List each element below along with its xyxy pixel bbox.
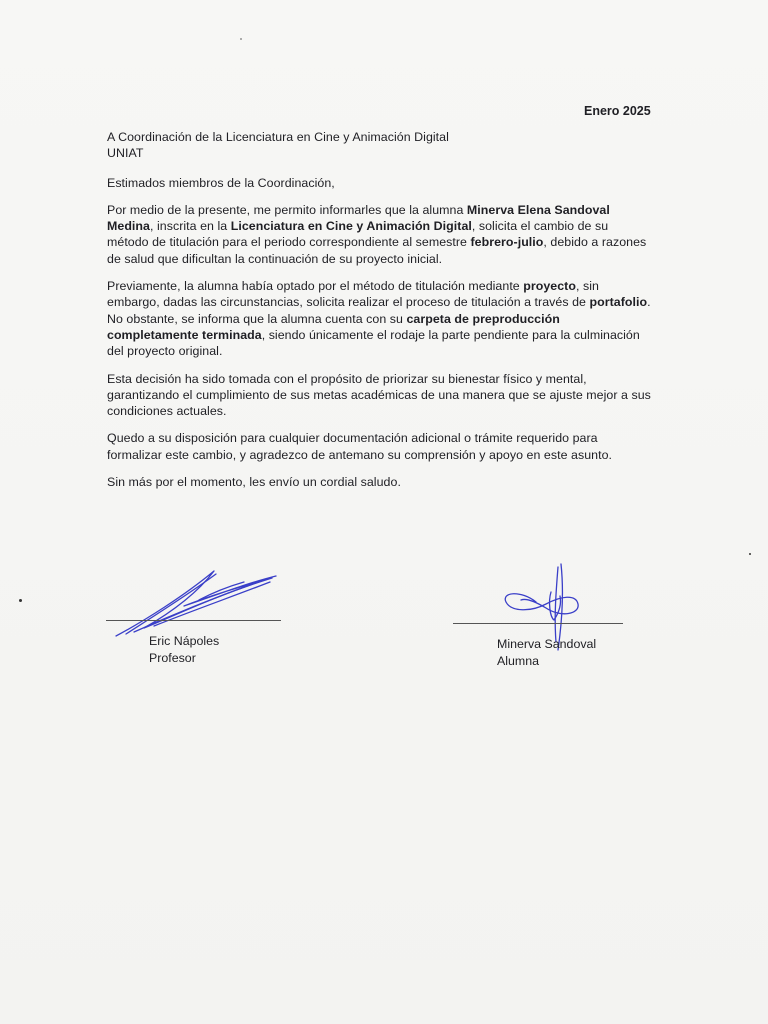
p1-text-2: , inscrita en la — [149, 219, 231, 234]
p2-text-3: . No obstante, se informa que la alumna cuenta con su — [107, 295, 651, 326]
student-name: Minerva Elena Sandoval Medina — [107, 202, 610, 234]
signature-line-student — [453, 623, 623, 624]
greeting — [107, 175, 652, 191]
student-signature-name: Minerva Sandoval — [497, 637, 597, 651]
signature-block-professor — [149, 633, 219, 667]
p4-text: Quedo a su disposición para cualquier documentación adicional o trámite requerido para formalizar este cambio, y agradezco de antemano su comprensión y apoyo en este asunto. — [107, 431, 613, 462]
semester-name: febrero-julio — [470, 235, 544, 250]
greeting-text: Estimados miembros de la Coordinación, — [107, 175, 335, 190]
method-original: proyecto — [523, 279, 576, 294]
program-name: Licenciatura en Cine y Animación Digital — [230, 219, 472, 234]
preproduction-status: carpeta de preproducción completamente terminada — [107, 311, 560, 342]
p2-text-4: , siendo únicamente el rodaje la parte pendiente para la culminación del proyecto original. — [107, 327, 640, 359]
paragraph-4 — [107, 430, 652, 463]
signature-block-student — [497, 636, 596, 670]
student-signature-role: Alumna — [497, 654, 540, 668]
professor-role: Profesor — [149, 651, 196, 665]
p1-text-4: , debido a razones de salud que dificultan la continuación de su proyecto inicial. — [107, 235, 647, 266]
p1-text-1: Por medio de la presente, me permito informarles que la alumna — [107, 202, 467, 217]
recipient-line-2: UNIAT — [107, 146, 144, 161]
recipient-line-1: A Coordinación de la Licenciatura en Cine y Animación Digital — [107, 130, 449, 144]
p1-text-3: , solicita el cambio de su método de titulación para el periodo correspondiente al semestre — [107, 219, 609, 250]
scan-speck — [240, 38, 242, 40]
professor-name: Eric Nápoles — [149, 634, 220, 648]
method-new: portafolio — [589, 295, 648, 310]
signature-line-professor — [106, 620, 281, 621]
closing — [107, 474, 652, 490]
p2-text-2: , sin embargo, dadas las circunstancias, solicita realizar el proceso de titulación a través de — [107, 279, 599, 310]
p2-text-1: Previamente, la alumna había optado por el método de titulación mediante — [107, 279, 524, 294]
closing-text: Sin más por el momento, les envío un cordial saludo. — [107, 475, 401, 490]
letter-date: Enero 2025 — [584, 104, 651, 118]
recipient-block — [107, 129, 652, 162]
p3-text: Esta decisión ha sido tomada con el propósito de priorizar su bienestar físico y mental, garantizando el cumplimiento de sus metas académicas de una manera que se ajuste mejor a sus condiciones actuales. — [107, 371, 651, 419]
scan-speck — [749, 553, 751, 555]
scan-speck — [19, 599, 22, 602]
paragraph-1 — [107, 202, 652, 267]
paragraph-2 — [107, 278, 652, 359]
letter-body — [107, 129, 652, 501]
paragraph-3 — [107, 371, 652, 420]
